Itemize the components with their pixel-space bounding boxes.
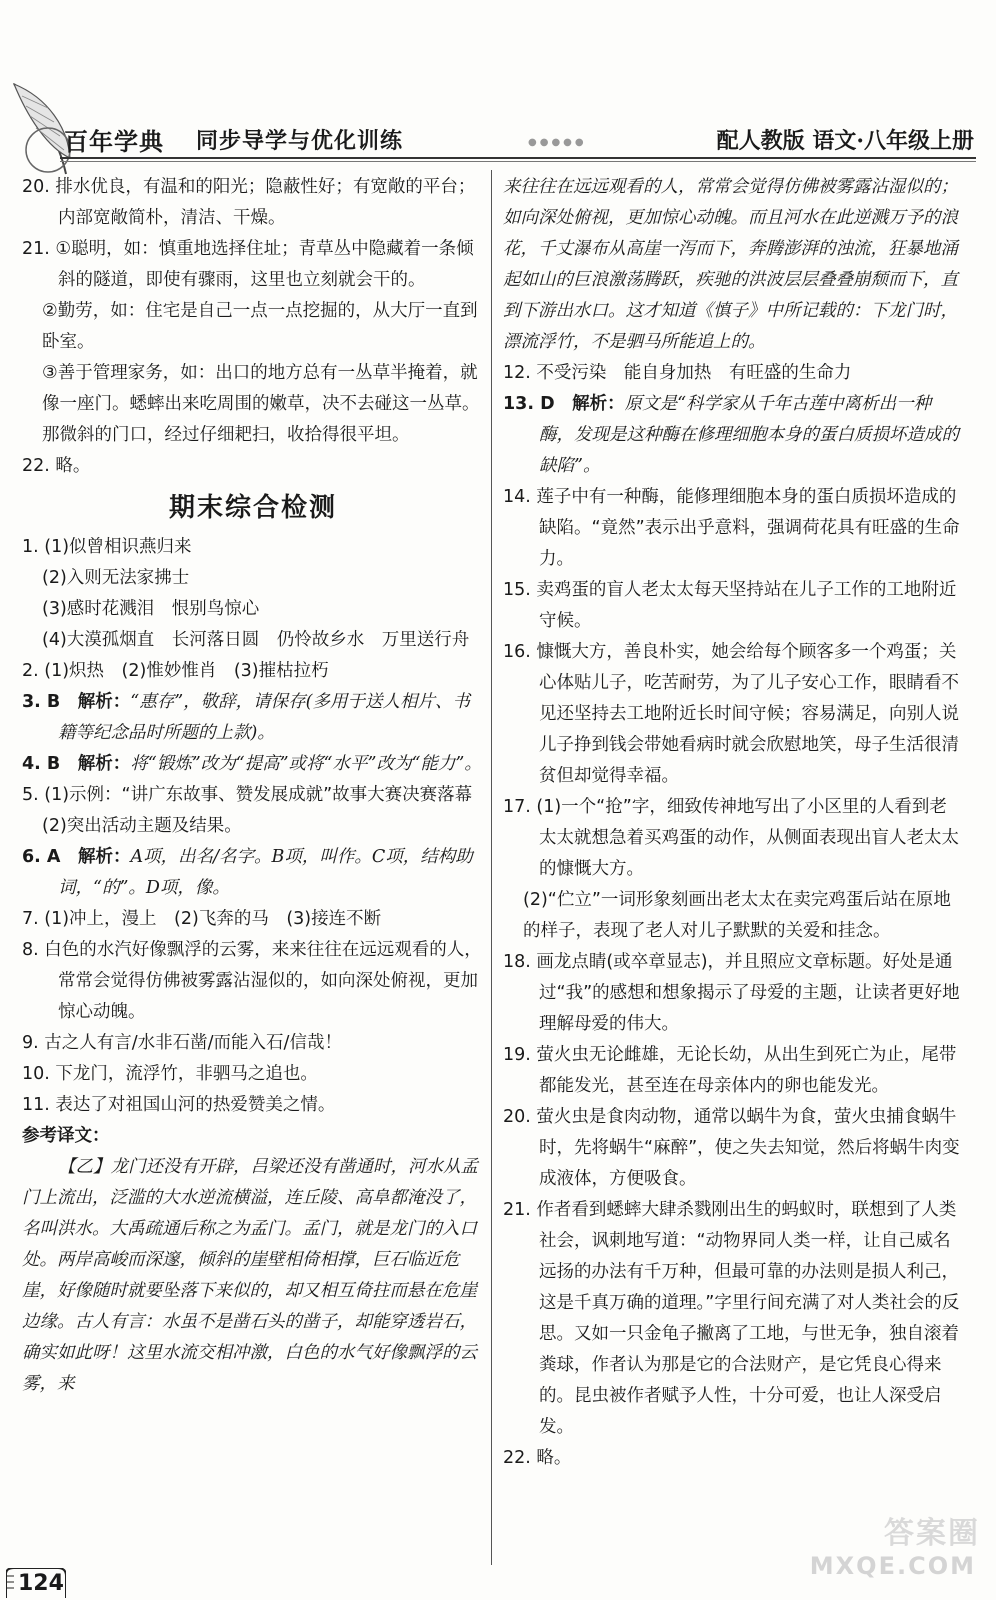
final-answer-4 xyxy=(22,749,484,780)
edition-label: 配人教版 语文·八年级上册 xyxy=(716,128,974,154)
book-subtitle: 同步导学与优化训练 xyxy=(196,128,404,154)
final-answer-9: 9. 古之人有言/水非石凿/而能入石/信哉！ xyxy=(22,1033,342,1053)
page-number: 124 xyxy=(18,1571,64,1596)
final-answer-10: 10. 下龙门，流浮竹，非驷马之追也。 xyxy=(22,1064,318,1084)
final-answer-1-1: 1. (1)似曾相识燕归来 xyxy=(22,537,192,557)
answer-r17-1: 17. (1)一个“抢”字，细致传神地写出了小区里的人看到老太太就想急着买鸡蛋的动作，从侧面表现出盲人老太太的慷慨大方。 xyxy=(503,797,959,879)
final-answer-7: 7. (1)冲上，漫上 (2)飞奔的马 (3)接连不断 xyxy=(22,909,382,929)
final-answer-5-2: (2)突出活动主题及结果。 xyxy=(42,816,242,836)
watermark-logo: 答案圈 xyxy=(884,1516,980,1551)
final-answer-4-label: 4. B 解析： xyxy=(22,754,131,774)
answer-21-a: 21. ①聪明，如：慎重地选择住址；青草丛中隐藏着一条倾斜的隧道，即使有骤雨，这里也立刻就会干的。 xyxy=(22,239,474,290)
final-answer-6-label: 6. A 解析： xyxy=(22,847,131,867)
answer-r13-label: 13. D 解析： xyxy=(503,394,625,414)
reference-translation-label: 参考译文： xyxy=(22,1126,110,1146)
answer-r15: 15. 卖鸡蛋的盲人老太太每天坚持站在儿子工作的工地附近守候。 xyxy=(503,580,957,631)
answer-r13 xyxy=(503,389,961,482)
page-header xyxy=(0,0,996,178)
answer-20: 20. 排水优良，有温和的阳光；隐蔽性好；有宽敞的平台；内部宽敞简朴，清洁、干燥。 xyxy=(22,177,476,228)
final-answer-1-4: (4)大漠孤烟直 长河落日圆 仍怜故乡水 万里送行舟 xyxy=(42,630,470,650)
section-title: 期末综合检测 xyxy=(168,493,337,523)
header-rule-thin xyxy=(60,161,976,162)
brand-title: 百年学典 xyxy=(64,127,164,156)
answer-21-b: ②勤劳，如：住宅是自己一点一点挖掘的，从大厅一直到卧室。 xyxy=(42,301,478,352)
answer-r21: 21. 作者看到蟋蟀大肆杀戮刚出生的蚂蚁时，联想到了人类社会，讽刺地写道：“动物界同人类一样，让自己威名远扬的办法有千万种，但最可靠的办法则是损人利己，这是千真万确的道理。”字里行间充满了对人类社会的反思。又如一只金龟子撇离了工地，与世无争，独自滚着粪球，作者认为那是它的合法财产，是它凭良心得来的。昆虫被作者赋予人性，十分可爱，也让人深受启发。 xyxy=(503,1200,960,1437)
answer-r13-text: 原文是“科学家从千年古莲中离析出一种酶，发现是这种酶在修理细胞本身的蛋白质损坏造成的缺陷”。 xyxy=(539,394,959,476)
watermark-url: MXQE.COM xyxy=(809,1552,976,1580)
answer-r20: 20. 萤火虫是食肉动物，通常以蜗牛为食，萤火虫捕食蜗牛时，先将蜗牛“麻醉”，使之失去知觉，然后将蜗牛肉变成液体，方便吸食。 xyxy=(503,1107,960,1189)
left-column xyxy=(22,172,484,1400)
final-answer-3-text: “惠存”，敬辞，请保存(多用于送人相片、书籍等纪念品时所题的上款)。 xyxy=(58,692,470,743)
final-answer-6 xyxy=(22,842,484,904)
final-answer-1-3: (3)感时花溅泪 恨别鸟惊心 xyxy=(42,599,260,619)
final-answer-11: 11. 表达了对祖国山河的热爱赞美之情。 xyxy=(22,1095,336,1115)
answer-r22: 22. 略。 xyxy=(503,1448,572,1468)
final-answer-5-1: 5. (1)示例：“讲广东故事、赞发展成就”故事大赛决赛落幕 xyxy=(22,785,473,805)
answer-r19: 19. 萤火虫无论雌雄，无论长幼，从出生到死亡为止，尾带都能发光，甚至连在母亲体内的卵也能发光。 xyxy=(503,1045,957,1096)
answer-r18: 18. 画龙点睛(或卒章显志)，并且照应文章标题。好处是通过“我”的感想和想象揭示了母爱的主题，让读者更好地理解母爱的伟大。 xyxy=(503,952,960,1034)
answer-r16: 16. 慷慨大方，善良朴实，她会给每个顾客多一个鸡蛋；关心体贴儿子，吃苦耐劳，为了儿子安心工作，眼睛看不见还坚持去工地附近长时间守候；容易满足，向别人说儿子挣到钱会带她看病时就会欣慰地笑，母子生活很清贫但却觉得幸福。 xyxy=(503,642,959,786)
answer-r17-2: (2)“伫立”一词形象刻画出老太太在卖完鸡蛋后站在原地的样子，表现了老人对儿子默默的关爱和挂念。 xyxy=(523,890,951,941)
answer-22: 22. 略。 xyxy=(22,456,91,476)
final-answer-2: 2. (1)炽热 (2)惟妙惟肖 (3)摧枯拉朽 xyxy=(22,661,329,681)
translation-continued: 来往往在远远观看的人，常常会觉得仿佛被雾露沾湿似的；如向深处俯视，更加惊心动魄。而且河水在此逆溅万予的浪花，千丈瀑布从高崖一泻而下，奔腾澎湃的浊流，狂暴地涌起如山的巨浪激荡腾跃，疾驰的洪波层层叠叠崩颓而下，直到下游出水口。这才知道《慎子》中所记载的：下龙门时，漂流浮竹，不是驷马所能追上的。 xyxy=(503,177,958,352)
column-divider xyxy=(491,170,492,1565)
right-column xyxy=(503,172,961,1474)
final-answer-3 xyxy=(22,687,484,749)
final-answer-8: 8. 白色的水汽好像飘浮的云雾，来来往往在远远观看的人，常常会觉得仿佛被雾露沾湿似的，如向深处俯视，更加惊心动魄。 xyxy=(22,940,482,1022)
page-number-badge xyxy=(6,1568,66,1600)
header-rule xyxy=(60,157,976,159)
answer-r14: 14. 莲子中有一种酶，能修理细胞本身的蛋白质损坏造成的缺陷。“竟然”表示出乎意料，强调荷花具有旺盛的生命力。 xyxy=(503,487,960,569)
answer-21-c: ③善于管理家务，如：出口的地方总有一丛草半掩着，就像一座门。蟋蟀出来吃周围的嫩草，决不去碰这一丛草。那微斜的门口，经过仔细耙扫，收拾得很平坦。 xyxy=(42,363,480,445)
answer-r12: 12. 不受污染 能自身加热 有旺盛的生命力 xyxy=(503,363,852,383)
final-answer-4-text: 将“锻炼”改为“提高”或将“水平”改为“能力”。 xyxy=(130,754,482,774)
final-answer-3-label: 3. B 解析： xyxy=(22,692,131,712)
reference-translation-text: 【乙】龙门还没有开辟，吕梁还没有凿通时，河水从孟门上流出，泛滥的大水逆流横溢，连丘陵、高阜都淹没了，名叫洪水。大禹疏通后称之为孟门。孟门，就是龙门的入口处。两岸高峻而深邃，倾斜的崖壁相倚相撑，巨石临近危崖，好像随时就要坠落下来似的，却又相互倚拄而悬在危崖边缘。古人有言：水虽不是凿石头的凿子，却能穿透岩石，确实如此呀！这里水流交相冲激，白色的水气好像飘浮的云雾，来 xyxy=(22,1157,478,1394)
final-answer-1-2: (2)入则无法家拂士 xyxy=(42,568,190,588)
decorative-dots: ●●●●● xyxy=(528,137,587,148)
final-answer-6-text: A项，出名/名字。B项，叫作。C项，结构助词，“的”。D项，像。 xyxy=(58,847,473,898)
